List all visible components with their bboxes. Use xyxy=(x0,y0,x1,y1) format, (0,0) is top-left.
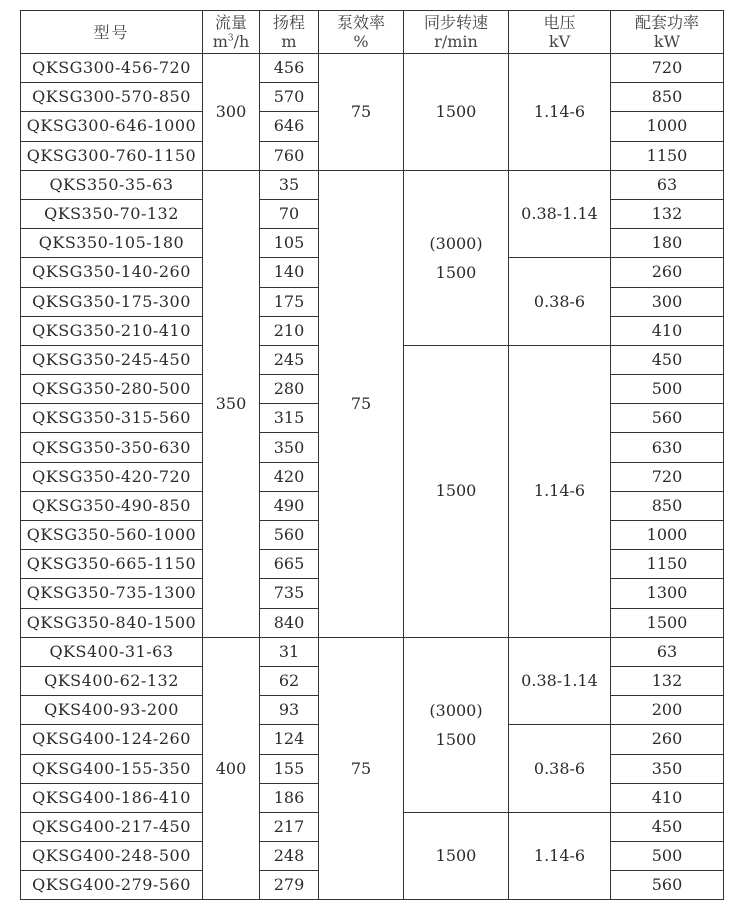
model-cell: QKSG400-217-450 xyxy=(21,812,203,841)
model-cell: QKS350-35-63 xyxy=(21,170,203,199)
efficiency-cell: 75 xyxy=(319,54,404,171)
head-cell: 570 xyxy=(260,83,319,112)
power-cell: 720 xyxy=(611,54,724,83)
power-cell: 260 xyxy=(611,725,724,754)
voltage-cell: 0.38-6 xyxy=(509,725,611,813)
head-cell: 315 xyxy=(260,404,319,433)
header-head: 扬程 m xyxy=(260,11,319,54)
power-cell: 1150 xyxy=(611,141,724,170)
table-row xyxy=(21,54,724,83)
model-cell: QKSG300-760-1150 xyxy=(21,141,203,170)
speed-cell xyxy=(404,170,509,345)
table-body xyxy=(21,54,724,900)
power-cell: 260 xyxy=(611,258,724,287)
power-cell: 720 xyxy=(611,462,724,491)
model-cell: QKSG350-840-1500 xyxy=(21,608,203,637)
model-cell: QKSG400-248-500 xyxy=(21,842,203,871)
model-cell: QKS350-105-180 xyxy=(21,229,203,258)
table-row xyxy=(21,637,724,666)
header-model: 型号 xyxy=(21,11,203,54)
power-cell: 200 xyxy=(611,696,724,725)
voltage-cell: 1.14-6 xyxy=(509,54,611,171)
head-cell: 217 xyxy=(260,812,319,841)
header-voltage: 电压 kV xyxy=(509,11,611,54)
flow-cell: 300 xyxy=(203,54,260,171)
speed-alt-value: (3000) xyxy=(429,233,483,253)
head-cell: 646 xyxy=(260,112,319,141)
model-cell: QKSG400-124-260 xyxy=(21,725,203,754)
model-cell: QKS350-70-132 xyxy=(21,199,203,228)
model-cell: QKSG350-210-410 xyxy=(21,316,203,345)
speed-cell xyxy=(404,345,509,637)
flow-cell: 400 xyxy=(203,637,260,900)
head-cell: 735 xyxy=(260,579,319,608)
head-cell: 175 xyxy=(260,287,319,316)
efficiency-cell: 75 xyxy=(319,637,404,900)
head-cell: 490 xyxy=(260,491,319,520)
model-cell: QKSG350-245-450 xyxy=(21,345,203,374)
model-cell: QKSG350-315-560 xyxy=(21,404,203,433)
power-cell: 1150 xyxy=(611,550,724,579)
power-cell: 450 xyxy=(611,345,724,374)
voltage-cell: 1.14-6 xyxy=(509,812,611,900)
head-cell: 105 xyxy=(260,229,319,258)
power-cell: 63 xyxy=(611,170,724,199)
header-row xyxy=(21,11,724,54)
header-efficiency: 泵效率 % xyxy=(319,11,404,54)
power-cell: 500 xyxy=(611,375,724,404)
model-cell: QKSG350-420-720 xyxy=(21,462,203,491)
power-cell: 560 xyxy=(611,404,724,433)
head-cell: 560 xyxy=(260,521,319,550)
head-cell: 186 xyxy=(260,783,319,812)
voltage-cell: 1.14-6 xyxy=(509,345,611,637)
head-cell: 456 xyxy=(260,54,319,83)
speed-value: 1500 xyxy=(435,101,477,121)
head-cell: 420 xyxy=(260,462,319,491)
power-cell: 63 xyxy=(611,637,724,666)
power-cell: 1000 xyxy=(611,112,724,141)
model-cell: QKSG350-175-300 xyxy=(21,287,203,316)
head-cell: 31 xyxy=(260,637,319,666)
flow-cell: 350 xyxy=(203,170,260,637)
model-cell: QKSG350-665-1150 xyxy=(21,550,203,579)
power-cell: 560 xyxy=(611,871,724,900)
power-cell: 410 xyxy=(611,316,724,345)
head-cell: 140 xyxy=(260,258,319,287)
head-cell: 210 xyxy=(260,316,319,345)
power-cell: 500 xyxy=(611,842,724,871)
model-cell: QKSG300-646-1000 xyxy=(21,112,203,141)
power-cell: 180 xyxy=(611,229,724,258)
efficiency-cell: 75 xyxy=(319,170,404,637)
speed-value: 1500 xyxy=(435,846,477,866)
head-cell: 760 xyxy=(260,141,319,170)
header-power: 配套功率 kW xyxy=(611,11,724,54)
head-cell: 245 xyxy=(260,345,319,374)
model-cell: QKSG300-570-850 xyxy=(21,83,203,112)
head-cell: 70 xyxy=(260,199,319,228)
table-row xyxy=(21,170,724,199)
power-cell: 630 xyxy=(611,433,724,462)
voltage-cell: 0.38-1.14 xyxy=(509,170,611,258)
head-cell: 665 xyxy=(260,550,319,579)
model-cell: QKS400-62-132 xyxy=(21,666,203,695)
head-cell: 840 xyxy=(260,608,319,637)
model-cell: QKSG350-735-1300 xyxy=(21,579,203,608)
speed-value: 1500 xyxy=(435,729,477,749)
voltage-cell: 0.38-6 xyxy=(509,258,611,346)
head-cell: 280 xyxy=(260,375,319,404)
power-cell: 132 xyxy=(611,199,724,228)
power-cell: 300 xyxy=(611,287,724,316)
head-cell: 155 xyxy=(260,754,319,783)
model-cell: QKS400-31-63 xyxy=(21,637,203,666)
speed-cell xyxy=(404,637,509,812)
model-cell: QKS400-93-200 xyxy=(21,696,203,725)
model-cell: QKSG300-456-720 xyxy=(21,54,203,83)
power-cell: 1000 xyxy=(611,521,724,550)
head-cell: 62 xyxy=(260,666,319,695)
speed-cell xyxy=(404,812,509,900)
power-cell: 450 xyxy=(611,812,724,841)
speed-value: 1500 xyxy=(435,481,477,501)
pump-spec-table xyxy=(20,10,724,900)
header-speed: 同步转速 r/min xyxy=(404,11,509,54)
model-cell: QKSG350-490-850 xyxy=(21,491,203,520)
speed-value: 1500 xyxy=(435,262,477,282)
power-cell: 1500 xyxy=(611,608,724,637)
head-cell: 124 xyxy=(260,725,319,754)
model-cell: QKSG350-350-630 xyxy=(21,433,203,462)
head-cell: 93 xyxy=(260,696,319,725)
model-cell: QKSG400-186-410 xyxy=(21,783,203,812)
power-cell: 850 xyxy=(611,83,724,112)
model-cell: QKSG400-155-350 xyxy=(21,754,203,783)
power-cell: 410 xyxy=(611,783,724,812)
head-cell: 279 xyxy=(260,871,319,900)
speed-cell xyxy=(404,54,509,171)
header-flow: 流量 $m^3/h$ xyxy=(203,11,260,54)
power-cell: 350 xyxy=(611,754,724,783)
head-cell: 248 xyxy=(260,842,319,871)
power-cell: 850 xyxy=(611,491,724,520)
head-cell: 35 xyxy=(260,170,319,199)
model-cell: QKSG350-140-260 xyxy=(21,258,203,287)
model-cell: QKSG350-280-500 xyxy=(21,375,203,404)
model-cell: QKSG350-560-1000 xyxy=(21,521,203,550)
power-cell: 1300 xyxy=(611,579,724,608)
model-cell: QKSG400-279-560 xyxy=(21,871,203,900)
power-cell: 132 xyxy=(611,666,724,695)
speed-alt-value: (3000) xyxy=(429,700,483,720)
head-cell: 350 xyxy=(260,433,319,462)
voltage-cell: 0.38-1.14 xyxy=(509,637,611,725)
